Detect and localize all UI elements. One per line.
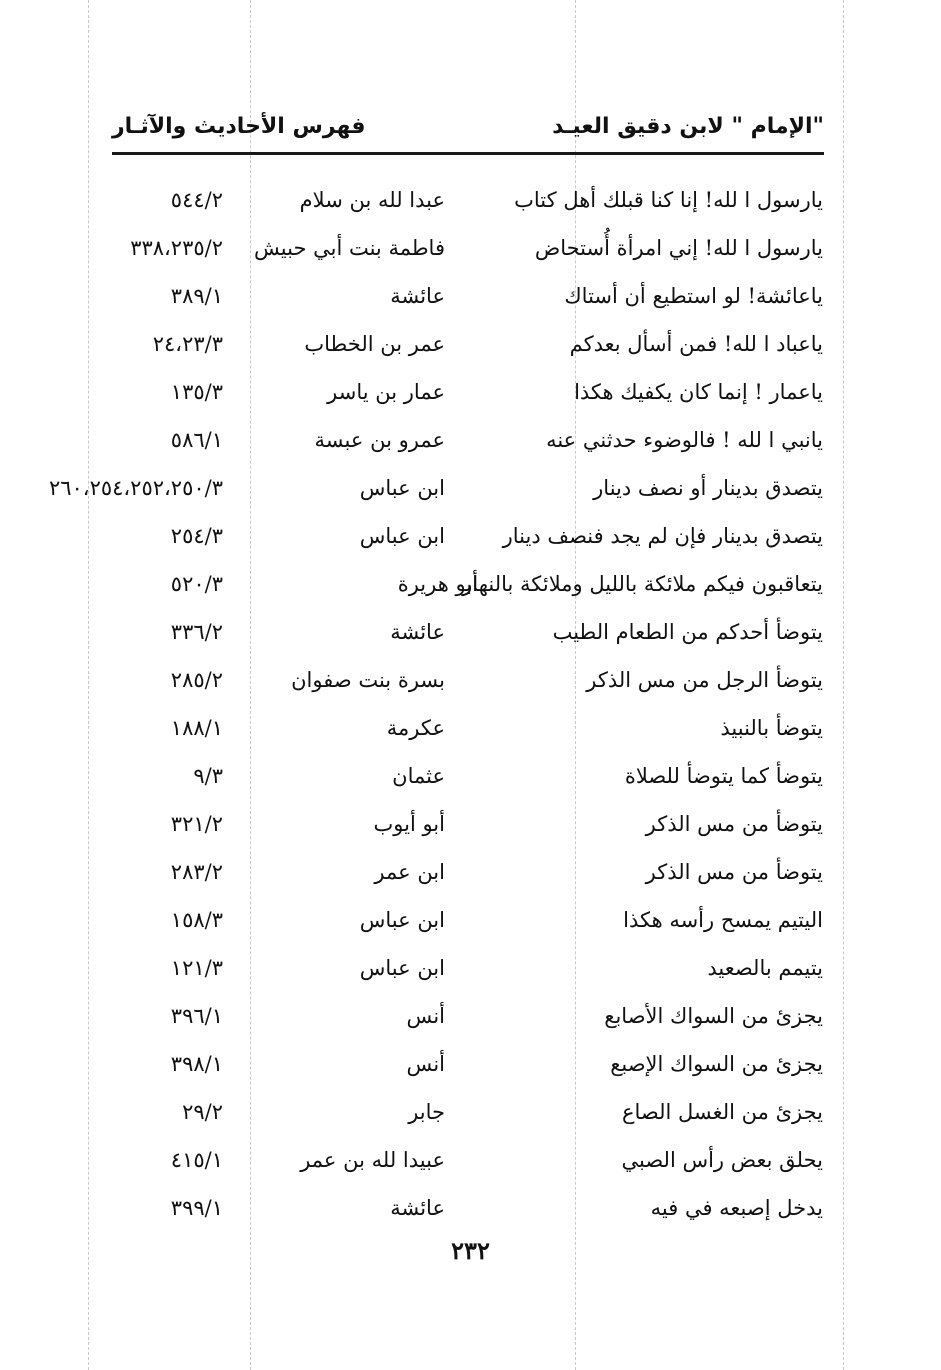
volume-page-ref: ٢٥٤/٣ (170, 524, 223, 548)
hadith-text: يارسول ا لله! إنا كنا قبلك أهل كتاب (514, 188, 823, 212)
narrator-name: أبو أيوب (373, 812, 445, 836)
volume-page-ref: ٣٣٨،٢٣٥/٢ (130, 236, 223, 260)
book-title: "الإمام " لابن دقيق العيـد (552, 114, 824, 139)
volume-page-ref: ٩/٣ (193, 764, 223, 788)
narrator-name: عمر بن الخطاب (304, 332, 445, 356)
index-row (0, 564, 941, 604)
index-row (0, 852, 941, 892)
hadith-text: يتوضأ كما يتوضأ للصلاة (624, 764, 823, 788)
volume-page-ref: ٤١٥/١ (170, 1148, 223, 1172)
narrator-name: عبدا لله بن سلام (299, 188, 445, 212)
hadith-text: ياعائشة! لو استطيع أن أستاك (564, 284, 823, 308)
narrator-name: عمار بن ياسر (327, 380, 445, 404)
narrator-name: بسرة بنت صفوان (291, 668, 445, 692)
page-header (112, 108, 824, 155)
index-row (0, 228, 941, 268)
narrator-name: جابر (408, 1100, 445, 1124)
hadith-text: يتعاقبون فيكم ملائكة بالليل وملائكة بالنهار (462, 572, 823, 596)
index-row (0, 708, 941, 748)
hadith-text: ياعمار ! إنما كان يكفيك هكذا (574, 380, 823, 404)
volume-page-ref: ٢٩/٢ (182, 1100, 223, 1124)
narrator-name: ابن عباس (359, 956, 445, 980)
narrator-name: ابن عباس (359, 524, 445, 548)
volume-page-ref: ٢٦٠،٢٥٤،٢٥٢،٢٥٠/٣ (48, 476, 223, 500)
hadith-text: يجزئ من السواك الأصابع (604, 1004, 823, 1028)
volume-page-ref: ٢٤،٢٣/٣ (152, 332, 223, 356)
narrator-name: فاطمة بنت أبي حبيش (254, 236, 445, 260)
index-row (0, 900, 941, 940)
index-row (0, 948, 941, 988)
index-row (0, 996, 941, 1036)
narrator-name: عبيدا لله بن عمر (300, 1148, 445, 1172)
index-row (0, 420, 941, 460)
volume-page-ref: ١٣٥/٣ (170, 380, 223, 404)
index-row (0, 516, 941, 556)
volume-page-ref: ٣٩٩/١ (170, 1196, 223, 1220)
volume-page-ref: ٣٣٦/٢ (170, 620, 223, 644)
hadith-text: يجزئ من الغسل الصاع (621, 1100, 823, 1124)
hadith-text: يارسول ا لله! إني امرأة أُستحاض (534, 236, 823, 260)
hadith-text: يتيمم بالصعيد (707, 956, 823, 980)
hadith-text: يحلق بعض رأس الصبي (621, 1148, 823, 1172)
narrator-name: عائشة (390, 1196, 445, 1220)
narrator-name: ابن عباس (359, 476, 445, 500)
volume-page-ref: ٥٨٦/١ (170, 428, 223, 452)
index-row (0, 468, 941, 508)
hadith-text: يتوضأ أحدكم من الطعام الطيب (552, 620, 823, 644)
index-row (0, 804, 941, 844)
hadith-text: يدخل إصبعه في فيه (650, 1196, 823, 1220)
hadith-text: يتصدق بدينار فإن لم يجد فنصف دينار (502, 524, 823, 548)
hadith-text: يتوضأ من مس الذكر (645, 860, 823, 884)
volume-page-ref: ٢٨٣/٢ (170, 860, 223, 884)
narrator-name: عائشة (390, 620, 445, 644)
narrator-name: عكرمة (386, 716, 445, 740)
volume-page-ref: ٥٤٤/٢ (170, 188, 223, 212)
volume-page-ref: ١٨٨/١ (170, 716, 223, 740)
index-row (0, 1140, 941, 1180)
narrator-name: أبو هريرة (397, 572, 478, 596)
index-row (0, 180, 941, 220)
volume-page-ref: ٣٩٨/١ (170, 1052, 223, 1076)
hadith-text: يتصدق بدينار أو نصف دينار (593, 476, 823, 500)
narrator-name: ابن عمر (374, 860, 445, 884)
index-row (0, 1092, 941, 1132)
hadith-text: اليتيم يمسح رأسه هكذا (623, 908, 823, 932)
narrator-name: أنس (406, 1004, 445, 1028)
page-number: ٢٣٢ (451, 1236, 490, 1265)
hadith-text: يتوضأ بالنبيذ (720, 716, 823, 740)
narrator-name: عمرو بن عبسة (314, 428, 445, 452)
narrator-name: أنس (406, 1052, 445, 1076)
index-row (0, 756, 941, 796)
hadith-text: ياعباد ا لله! فمن أسأل بعدكم (569, 332, 823, 356)
volume-page-ref: ٣٢١/٢ (170, 812, 223, 836)
volume-page-ref: ٣٨٩/١ (170, 284, 223, 308)
index-row (0, 660, 941, 700)
hadith-text: يتوضأ الرجل من مس الذكر (586, 668, 823, 692)
hadith-text: يتوضأ من مس الذكر (645, 812, 823, 836)
hadith-text: يانبي ا لله ! فالوضوء حدثني عنه (546, 428, 823, 452)
index-row (0, 612, 941, 652)
volume-page-ref: ٣٩٦/١ (170, 1004, 223, 1028)
volume-page-ref: ١٥٨/٣ (170, 908, 223, 932)
narrator-name: عائشة (390, 284, 445, 308)
volume-page-ref: ٥٢٠/٣ (170, 572, 223, 596)
narrator-name: ابن عباس (359, 908, 445, 932)
index-row (0, 1044, 941, 1084)
volume-page-ref: ٢٨٥/٢ (170, 668, 223, 692)
index-title: فهرس الأحاديث والآثـار (112, 114, 366, 139)
volume-page-ref: ١٢١/٣ (170, 956, 223, 980)
narrator-name: عثمان (392, 764, 445, 788)
hadith-text: يجزئ من السواك الإصبع (610, 1052, 823, 1076)
index-row (0, 1188, 941, 1228)
index-row (0, 372, 941, 412)
index-row (0, 324, 941, 364)
index-row (0, 276, 941, 316)
